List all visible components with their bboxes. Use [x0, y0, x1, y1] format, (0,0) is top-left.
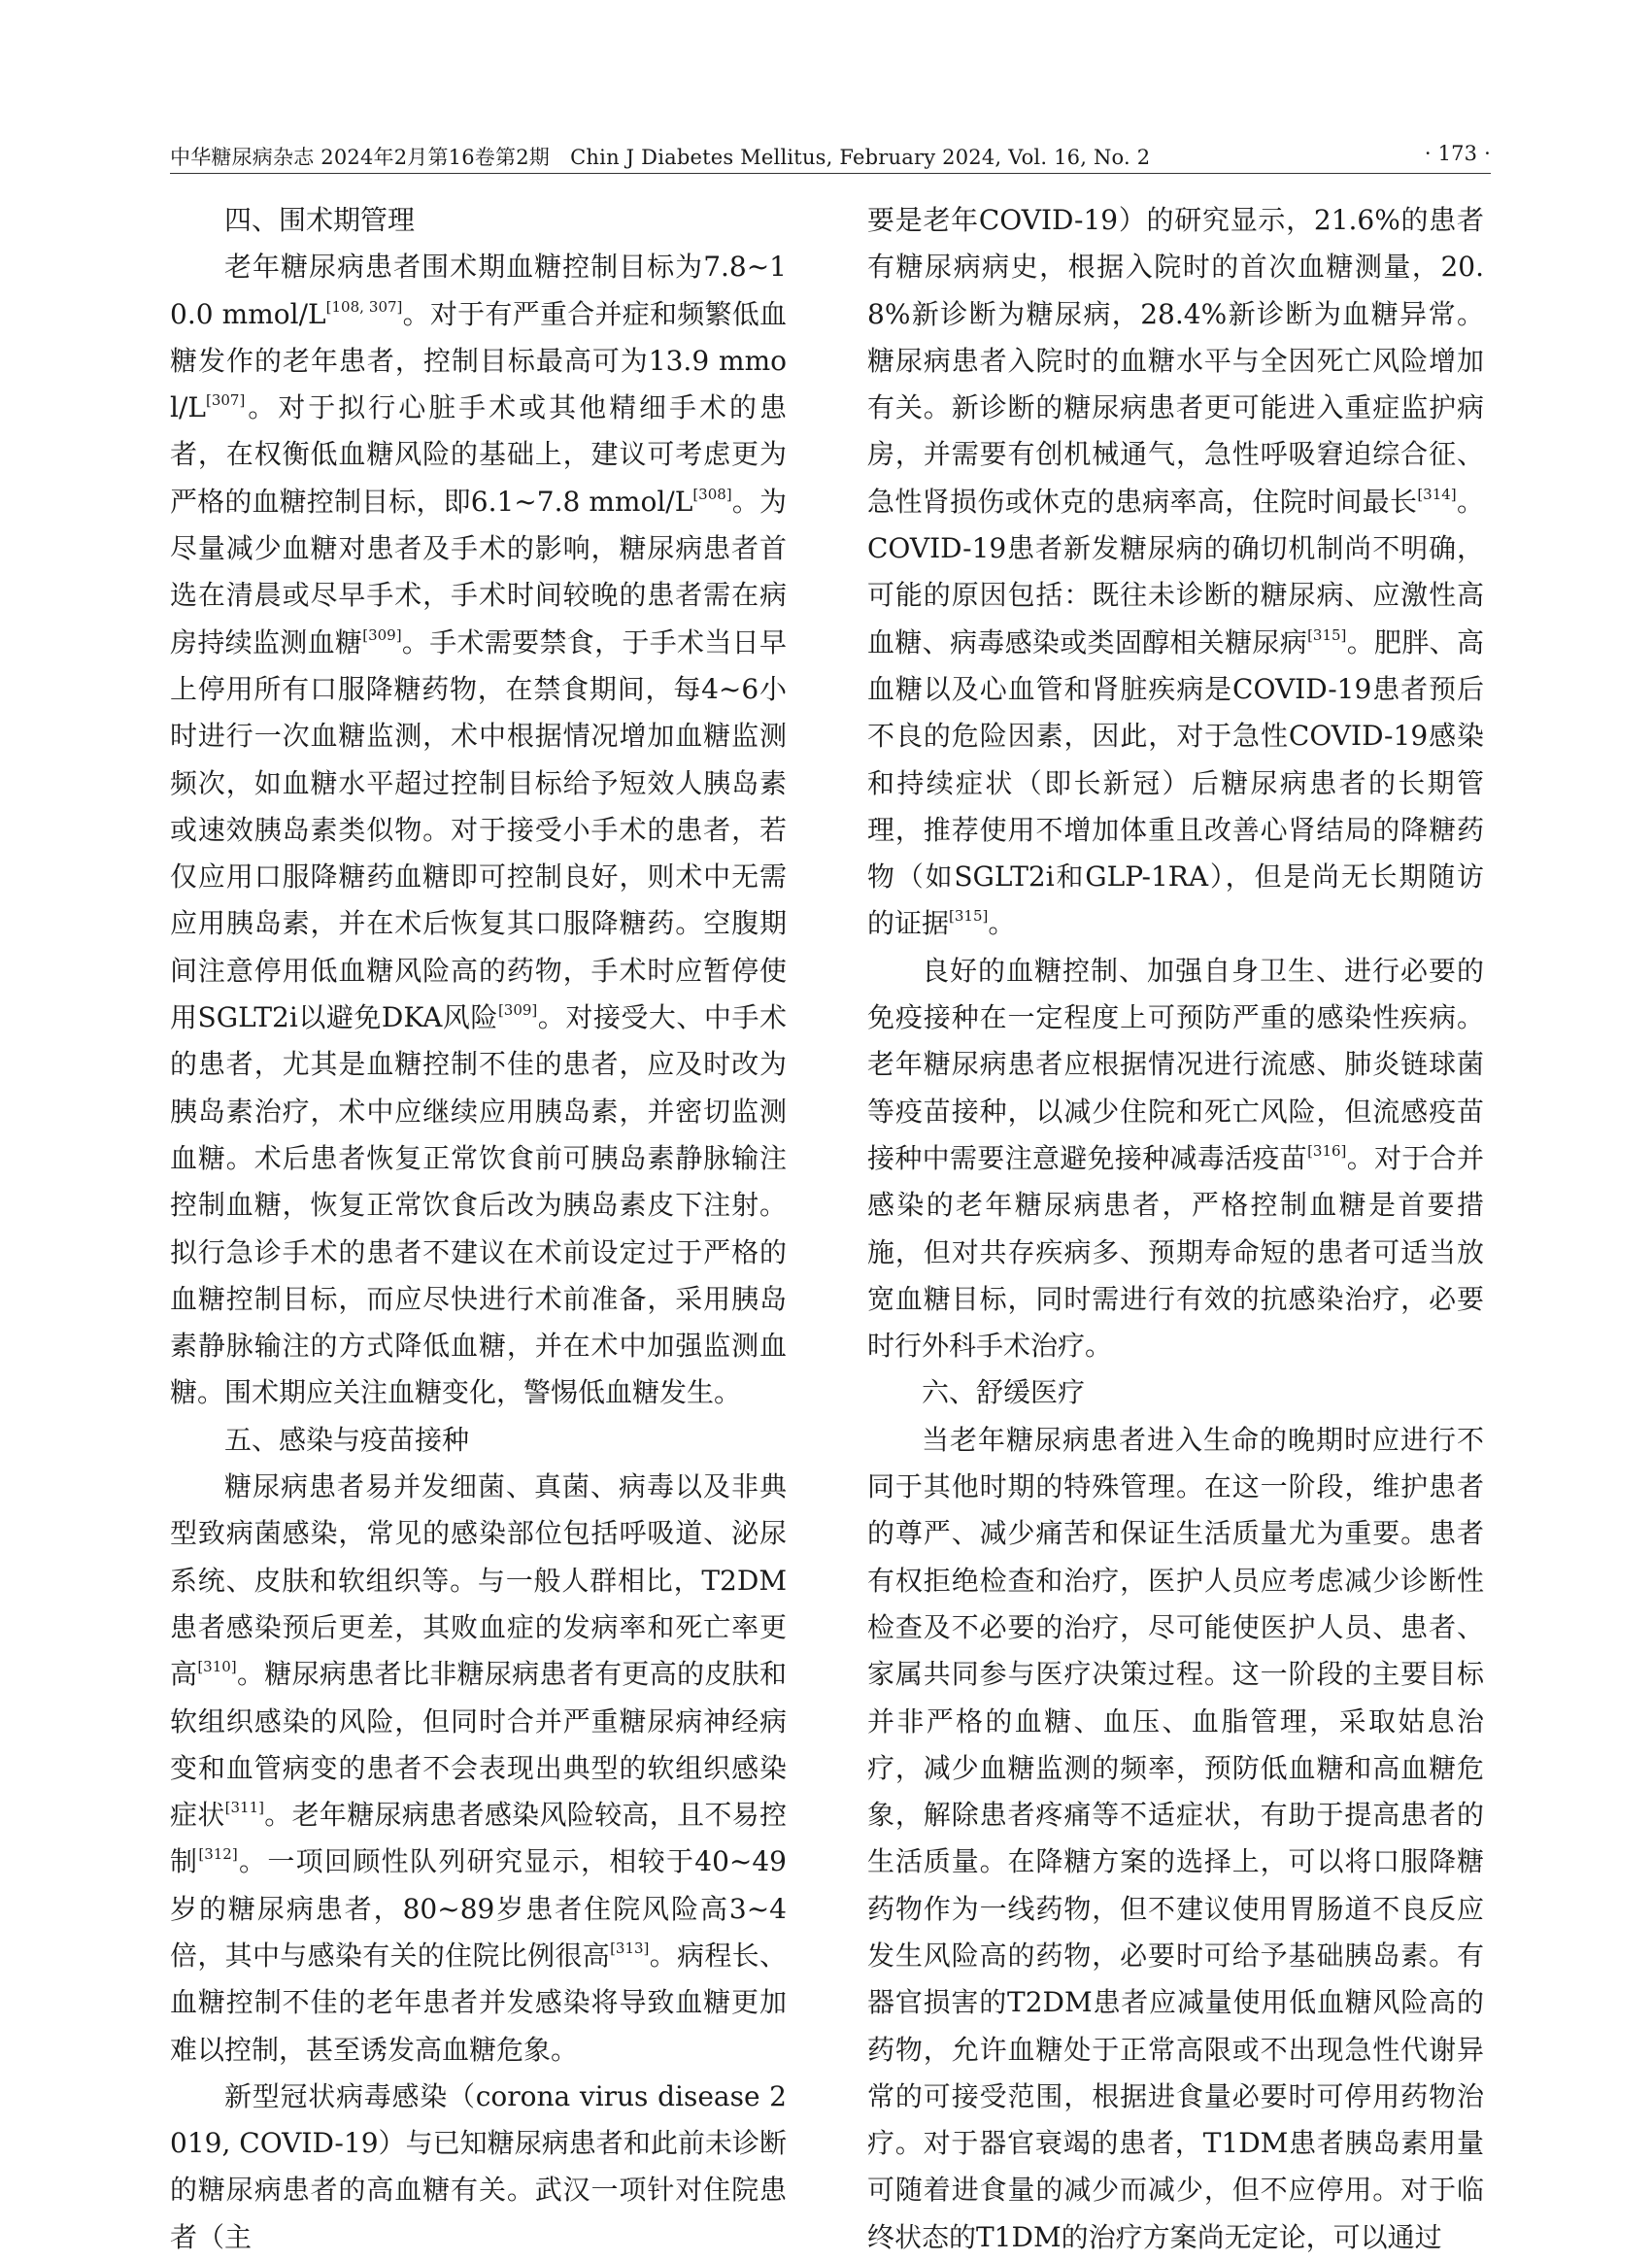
section-heading-perioperative: 四、围术期管理 — [224, 204, 416, 236]
citation: [309] — [362, 625, 402, 644]
paragraph-covid: 新型冠状病毒感染（corona virus disease 2019, COVID-19）与已知糖尿病患者和此前未诊断的糖尿病患者的高血糖有关。武汉一项针对住院患者（主 — [170, 2079, 787, 2253]
section-heading-palliative: 六、舒缓医疗 — [922, 1376, 1086, 1409]
journal-citation: 中华糖尿病杂志 2024年2月第16卷第2期 Chin J Diabetes Mellitus, February 2024, Vol. 16, No. 2 — [170, 146, 1151, 169]
paragraph-perioperative: 老年糖尿病患者围术期血糖控制目标为7.8~10.0 mmol/L[108, 307]。对于有严重合并症和频繁低血糖发作的老年患者，控制目标最高可为13.9 mmol/L[307]。对于拟行心脏手术或其他精细手术的患者，在权衡低血糖风险的基础上，建议可考虑更为严格的血糖控制目标，即6.1~7.8 mmol/L[308]。为尽量减少血糖对患者及手术的影响，糖尿病患者首选在清晨或尽早手术，手术时间较晚的患者需在病房持续监测血糖[309]。手术需要禁食，于手术当日早上停用所有口服降糖药物，在禁食期间，每4~6小时进行一次血糖监测，术中根据情况增加血糖监测频次，如血糖水平超过控制目标给予短效人胰岛素或速效胰岛素类似物。对于接受小手术的患者，若仅应用口服降糖药血糖即可控制良好，则术中无需应用胰岛素，并在术后恢复其口服降糖药。空腹期间注意停用低血糖风险高的药物，手术时应暂停使用SGLT2i以避免DKA风险[309]。对接受大、中手术的患者，尤其是血糖控制不佳的患者，应及时改为胰岛素治疗，术中应继续应用胰岛素，并密切监测血糖。术后患者恢复正常饮食前可胰岛素静脉输注控制血糖，恢复正常饮食后改为胰岛素皮下注射。拟行急诊手术的患者不建议在术前设定过于严格的血糖控制目标，而应尽快进行术前准备，采用胰岛素静脉输注的方式降低血糖，并在术中加强监测血糖。围术期应关注血糖变化，警惕低血糖发生。 — [170, 251, 787, 1409]
paragraph-palliative: 当老年糖尿病患者进入生命的晚期时应进行不同于其他时期的特殊管理。在这一阶段，维护患者的尊严、减少痛苦和保证生活质量尤为重要。患者有权拒绝检查和治疗，医护人员应考虑减少诊断性检查及不必要的治疗，尽可能使医护人员、患者、家属共同参与医疗决策过程。这一阶段的主要目标并非严格的血糖、血压、血脂管理，采取姑息治疗，减少血糖监测的频率，预防低血糖和高血糖危象，解除患者疼痛等不适症状，有助于提高患者的生活质量。在降糖方案的选择上，可以将口服降糖药物作为一线药物，但不建议使用胃肠道不良反应发生风险高的药物，必要时可给予基础胰岛素。有器官损害的T2DM患者应减量使用低血糖风险高的药物，允许血糖处于正常高限或不出现急性代谢异常的可接受范围，根据进食量必要时可停用药物治疗。对于器官衰竭的患者，T1DM患者胰岛素用量可随着进食量的减少而减少，但不应停用。对于临终状态的T1DM的治疗方案尚无定论，可以通过 — [867, 1423, 1484, 2253]
left-column — [170, 197, 787, 2261]
citation: [312] — [198, 1845, 238, 1864]
citation: [308] — [692, 485, 732, 503]
page-number: · 173 · — [1424, 142, 1491, 165]
paragraph-infection: 糖尿病患者易并发细菌、真菌、病毒以及非典型致病菌感染，常见的感染部位包括呼吸道、泌尿系统、皮肤和软组织等。与一般人群相比，T2DM患者感染预后更差，其败血症的发病率和死亡率更高[310]。糖尿病患者比非糖尿病患者有更高的皮肤和软组织感染的风险，但同时合并严重糖尿病神经病变和血管病变的患者不会表现出典型的软组织感染症状[311]。老年糖尿病患者感染风险较高，且不易控制[312]。一项回顾性队列研究显示，相较于40~49岁的糖尿病患者，80~89岁患者住院风险高3~4倍，其中与感染有关的住院比例很高[313]。病程长、血糖控制不佳的老年患者并发感染将导致血糖更加难以控制，甚至诱发高血糖危象。 — [170, 1470, 787, 2066]
citation: [307] — [205, 391, 246, 410]
header-rule — [170, 173, 1491, 174]
running-header — [170, 136, 1491, 175]
paragraph-covid-continued: 要是老年COVID-19）的研究显示，21.6%的患者有糖尿病病史，根据入院时的首次血糖测量，20.8%新诊断为糖尿病，28.4%新诊断为血糖异常。糖尿病患者入院时的血糖水平与全因死亡风险增加有关。新诊断的糖尿病患者更可能进入重症监护病房，并需要有创机械通气，急性呼吸窘迫综合征、急性肾损伤或休克的患病率高，住院时间最长[314]。COVID-19患者新发糖尿病的确切机制尚不明确，可能的原因包括：既往未诊断的糖尿病、应激性高血糖、病毒感染或类固醇相关糖尿病[315]。肥胖、高血糖以及心血管和肾脏疾病是COVID-19患者预后不良的危险因素，因此，对于急性COVID-19感染和持续症状（即长新冠）后糖尿病患者的长期管理，推荐使用不增加体重且改善心肾结局的降糖药物（如SGLT2i和GLP-1RA），但是尚无长期随访的证据[315]。 — [867, 204, 1484, 940]
citation: [315] — [1307, 625, 1347, 644]
paragraph-vaccination: 良好的血糖控制、加强自身卫生、进行必要的免疫接种在一定程度上可预防严重的感染性疾病。老年糖尿病患者应根据情况进行流感、肺炎链球菌等疫苗接种，以减少住院和死亡风险，但流感疫苗接种中需要注意避免接种减毒活疫苗[316]。对于合并感染的老年糖尿病患者，严格控制血糖是首要措施，但对共存疾病多、预期寿命短的患者可适当放宽血糖目标，同时需进行有效的抗感染治疗，必要时行外科手术治疗。 — [867, 954, 1484, 1363]
citation: [316] — [1307, 1141, 1347, 1160]
citation: [310] — [197, 1658, 237, 1676]
citation: [313] — [610, 1939, 650, 1957]
section-heading-infection: 五、感染与疫苗接种 — [224, 1423, 470, 1456]
citation: [314] — [1417, 485, 1457, 503]
right-column — [867, 197, 1484, 2261]
citation: [315] — [949, 907, 989, 926]
citation: [108, 307] — [325, 297, 403, 316]
citation: [311] — [224, 1799, 264, 1817]
citation: [309] — [497, 1001, 538, 1020]
